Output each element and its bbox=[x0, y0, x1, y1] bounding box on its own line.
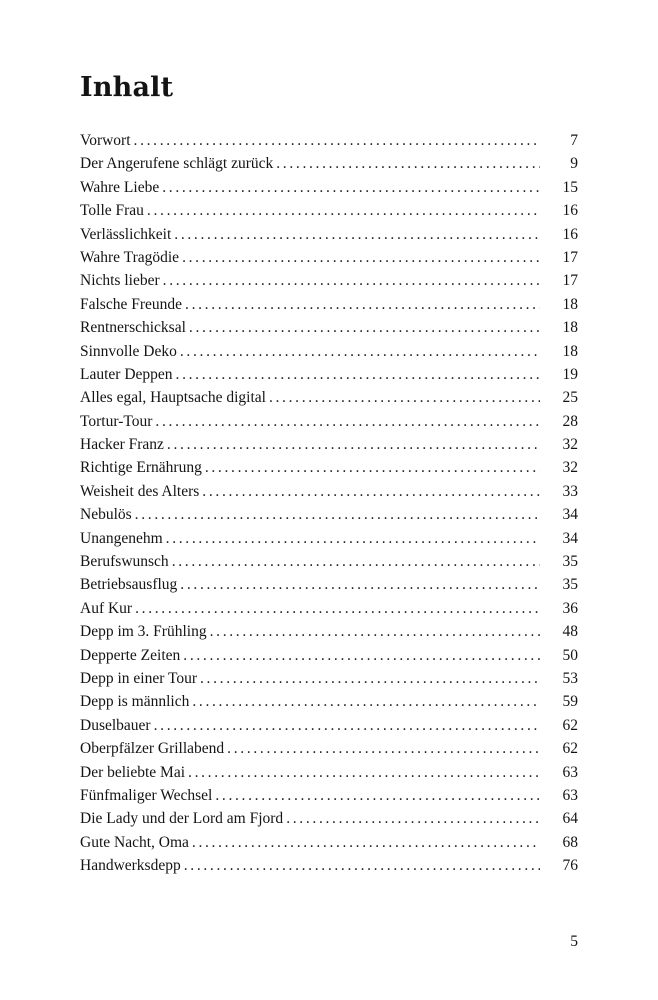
dot-leader bbox=[205, 456, 540, 479]
toc-entry-title: Falsche Freunde bbox=[80, 295, 183, 313]
toc-entry bbox=[80, 199, 578, 222]
dot-leader bbox=[134, 129, 540, 152]
toc-entry bbox=[80, 550, 578, 573]
toc-entry-title: Depperte Zeiten bbox=[80, 646, 181, 664]
toc-entry-page: 33 bbox=[562, 482, 578, 500]
toc-entry bbox=[80, 690, 578, 713]
dot-leader bbox=[269, 386, 540, 409]
toc-entry-title: Fünfmaliger Wechsel bbox=[80, 786, 213, 804]
toc-entry bbox=[80, 246, 578, 269]
toc-entry bbox=[80, 831, 578, 854]
toc-entry-title: Alles egal, Hauptsache digital bbox=[80, 389, 266, 407]
toc-entry-page: 18 bbox=[562, 319, 578, 337]
toc-entry bbox=[80, 644, 578, 667]
toc-entry bbox=[80, 784, 578, 807]
toc-entry bbox=[80, 527, 578, 550]
dot-leader bbox=[176, 363, 540, 386]
toc-entry-page: 17 bbox=[562, 248, 578, 266]
toc-entry-page: 36 bbox=[562, 599, 578, 617]
toc-entry-title: Vorwort bbox=[80, 132, 131, 149]
dot-leader bbox=[163, 269, 540, 292]
toc-entry bbox=[80, 620, 578, 643]
toc-entry-page: 32 bbox=[562, 459, 578, 477]
dot-leader bbox=[227, 737, 540, 760]
toc-entry-title: Duselbauer bbox=[80, 716, 151, 734]
toc-entry-page: 63 bbox=[562, 763, 578, 781]
toc-entry-title: Gute Nacht, Oma bbox=[80, 833, 189, 851]
toc-entry bbox=[80, 667, 578, 690]
toc-entry-title: Tolle Frau bbox=[80, 202, 144, 220]
toc-entry-title: Auf Kur bbox=[80, 599, 133, 617]
toc-entry-page: 17 bbox=[562, 272, 578, 290]
toc-entry-title: Nebulös bbox=[80, 506, 132, 524]
toc-entry-page: 48 bbox=[562, 623, 578, 641]
toc-entry bbox=[80, 129, 578, 152]
toc-entry-page: 16 bbox=[562, 225, 578, 243]
toc-entry-page: 50 bbox=[562, 646, 578, 664]
dot-leader bbox=[286, 807, 540, 830]
dot-leader bbox=[135, 597, 540, 620]
toc-entry-page: 19 bbox=[562, 365, 578, 383]
toc-entry-page: 15 bbox=[562, 178, 578, 196]
toc-entry-title: Depp im 3. Frühling bbox=[80, 623, 207, 641]
toc-entry bbox=[80, 363, 578, 386]
toc-entry-title: Oberpfälzer Grillabend bbox=[80, 740, 225, 758]
toc-entry-title: Berufswunsch bbox=[80, 553, 169, 571]
toc-entry bbox=[80, 737, 578, 760]
toc-entry-title: Hacker Franz bbox=[80, 436, 164, 454]
dot-leader bbox=[182, 246, 540, 269]
toc-entry bbox=[80, 854, 578, 877]
dot-leader bbox=[180, 340, 540, 363]
toc-entry bbox=[80, 269, 578, 292]
toc-entry-page: 18 bbox=[562, 342, 578, 360]
dot-leader bbox=[155, 410, 540, 433]
toc-entry-page: 34 bbox=[562, 529, 578, 547]
dot-leader bbox=[215, 784, 540, 807]
toc-entry-title: Unangenehm bbox=[80, 529, 163, 547]
toc-entry bbox=[80, 480, 578, 503]
toc-entry-page: 16 bbox=[562, 202, 578, 220]
toc-entry-page: 59 bbox=[562, 693, 578, 711]
toc-entry bbox=[80, 223, 578, 246]
dot-leader bbox=[210, 620, 540, 643]
dot-leader bbox=[192, 690, 540, 713]
toc-entry-page: 62 bbox=[562, 740, 578, 758]
dot-leader bbox=[202, 480, 540, 503]
toc-entry-title: Richtige Ernährung bbox=[80, 459, 202, 477]
dot-leader bbox=[192, 831, 540, 854]
dot-leader bbox=[185, 293, 540, 316]
dot-leader bbox=[276, 152, 540, 175]
toc-entry-page: 63 bbox=[562, 786, 578, 804]
toc-entry-title: Sinnvolle Deko bbox=[80, 342, 177, 360]
toc-entry-page: 62 bbox=[562, 716, 578, 734]
dot-leader bbox=[184, 854, 540, 877]
toc-entry-title: Wahre Tragödie bbox=[80, 248, 180, 266]
toc-entry bbox=[80, 410, 578, 433]
dot-leader bbox=[135, 503, 540, 526]
dot-leader bbox=[166, 527, 540, 550]
dot-leader bbox=[172, 550, 540, 573]
toc-entry-page: 32 bbox=[562, 436, 578, 454]
toc-entry-page: 35 bbox=[562, 576, 578, 594]
toc-entry bbox=[80, 340, 578, 363]
table-of-contents bbox=[80, 129, 578, 878]
toc-entry-title: Tortur-Tour bbox=[80, 412, 153, 430]
toc-entry-page: 68 bbox=[562, 833, 578, 851]
dot-leader bbox=[180, 573, 540, 596]
dot-leader bbox=[147, 199, 540, 222]
toc-entry-page: 7 bbox=[570, 132, 578, 149]
toc-entry bbox=[80, 386, 578, 409]
toc-entry bbox=[80, 293, 578, 316]
toc-entry-title: Verlässlichkeit bbox=[80, 225, 172, 243]
toc-entry-page: 64 bbox=[562, 810, 578, 828]
toc-entry bbox=[80, 714, 578, 737]
dot-leader bbox=[167, 433, 540, 456]
toc-entry-page: 28 bbox=[562, 412, 578, 430]
toc-entry-page: 53 bbox=[562, 669, 578, 687]
toc-entry bbox=[80, 503, 578, 526]
toc-entry bbox=[80, 152, 578, 175]
toc-entry-page: 18 bbox=[562, 295, 578, 313]
toc-entry-title: Lauter Deppen bbox=[80, 365, 173, 383]
dot-leader bbox=[162, 176, 540, 199]
toc-entry-title: Der Angerufene schlägt zurück bbox=[80, 155, 274, 173]
toc-entry-page: 9 bbox=[570, 155, 578, 173]
toc-entry-page: 34 bbox=[562, 506, 578, 524]
toc-entry-page: 76 bbox=[562, 857, 578, 875]
toc-entry-title: Die Lady und der Lord am Fjord bbox=[80, 810, 284, 828]
toc-entry bbox=[80, 597, 578, 620]
toc-entry-title: Depp is männlich bbox=[80, 693, 190, 711]
toc-entry-title: Rentnerschicksal bbox=[80, 319, 186, 337]
toc-entry bbox=[80, 456, 578, 479]
page-title: Inhalt bbox=[80, 72, 174, 103]
toc-entry-title: Betriebsausflug bbox=[80, 576, 178, 594]
toc-entry-title: Der beliebte Mai bbox=[80, 763, 186, 781]
toc-entry-title: Wahre Liebe bbox=[80, 178, 160, 196]
toc-entry-page: 25 bbox=[562, 389, 578, 407]
toc-entry-page: 35 bbox=[562, 553, 578, 571]
toc-entry bbox=[80, 176, 578, 199]
toc-entry bbox=[80, 433, 578, 456]
toc-entry-title: Weisheit des Alters bbox=[80, 482, 200, 500]
toc-entry bbox=[80, 316, 578, 339]
dot-leader bbox=[189, 316, 540, 339]
dot-leader bbox=[183, 644, 540, 667]
dot-leader bbox=[200, 667, 540, 690]
toc-entry-title: Handwerksdepp bbox=[80, 857, 181, 875]
dot-leader bbox=[188, 761, 540, 784]
toc-entry bbox=[80, 807, 578, 830]
toc-entry bbox=[80, 761, 578, 784]
dot-leader bbox=[154, 714, 540, 737]
toc-entry-title: Depp in einer Tour bbox=[80, 669, 197, 687]
page-number: 5 bbox=[570, 933, 578, 950]
toc-entry-title: Nichts lieber bbox=[80, 272, 160, 290]
dot-leader bbox=[174, 223, 540, 246]
toc-entry bbox=[80, 573, 578, 596]
